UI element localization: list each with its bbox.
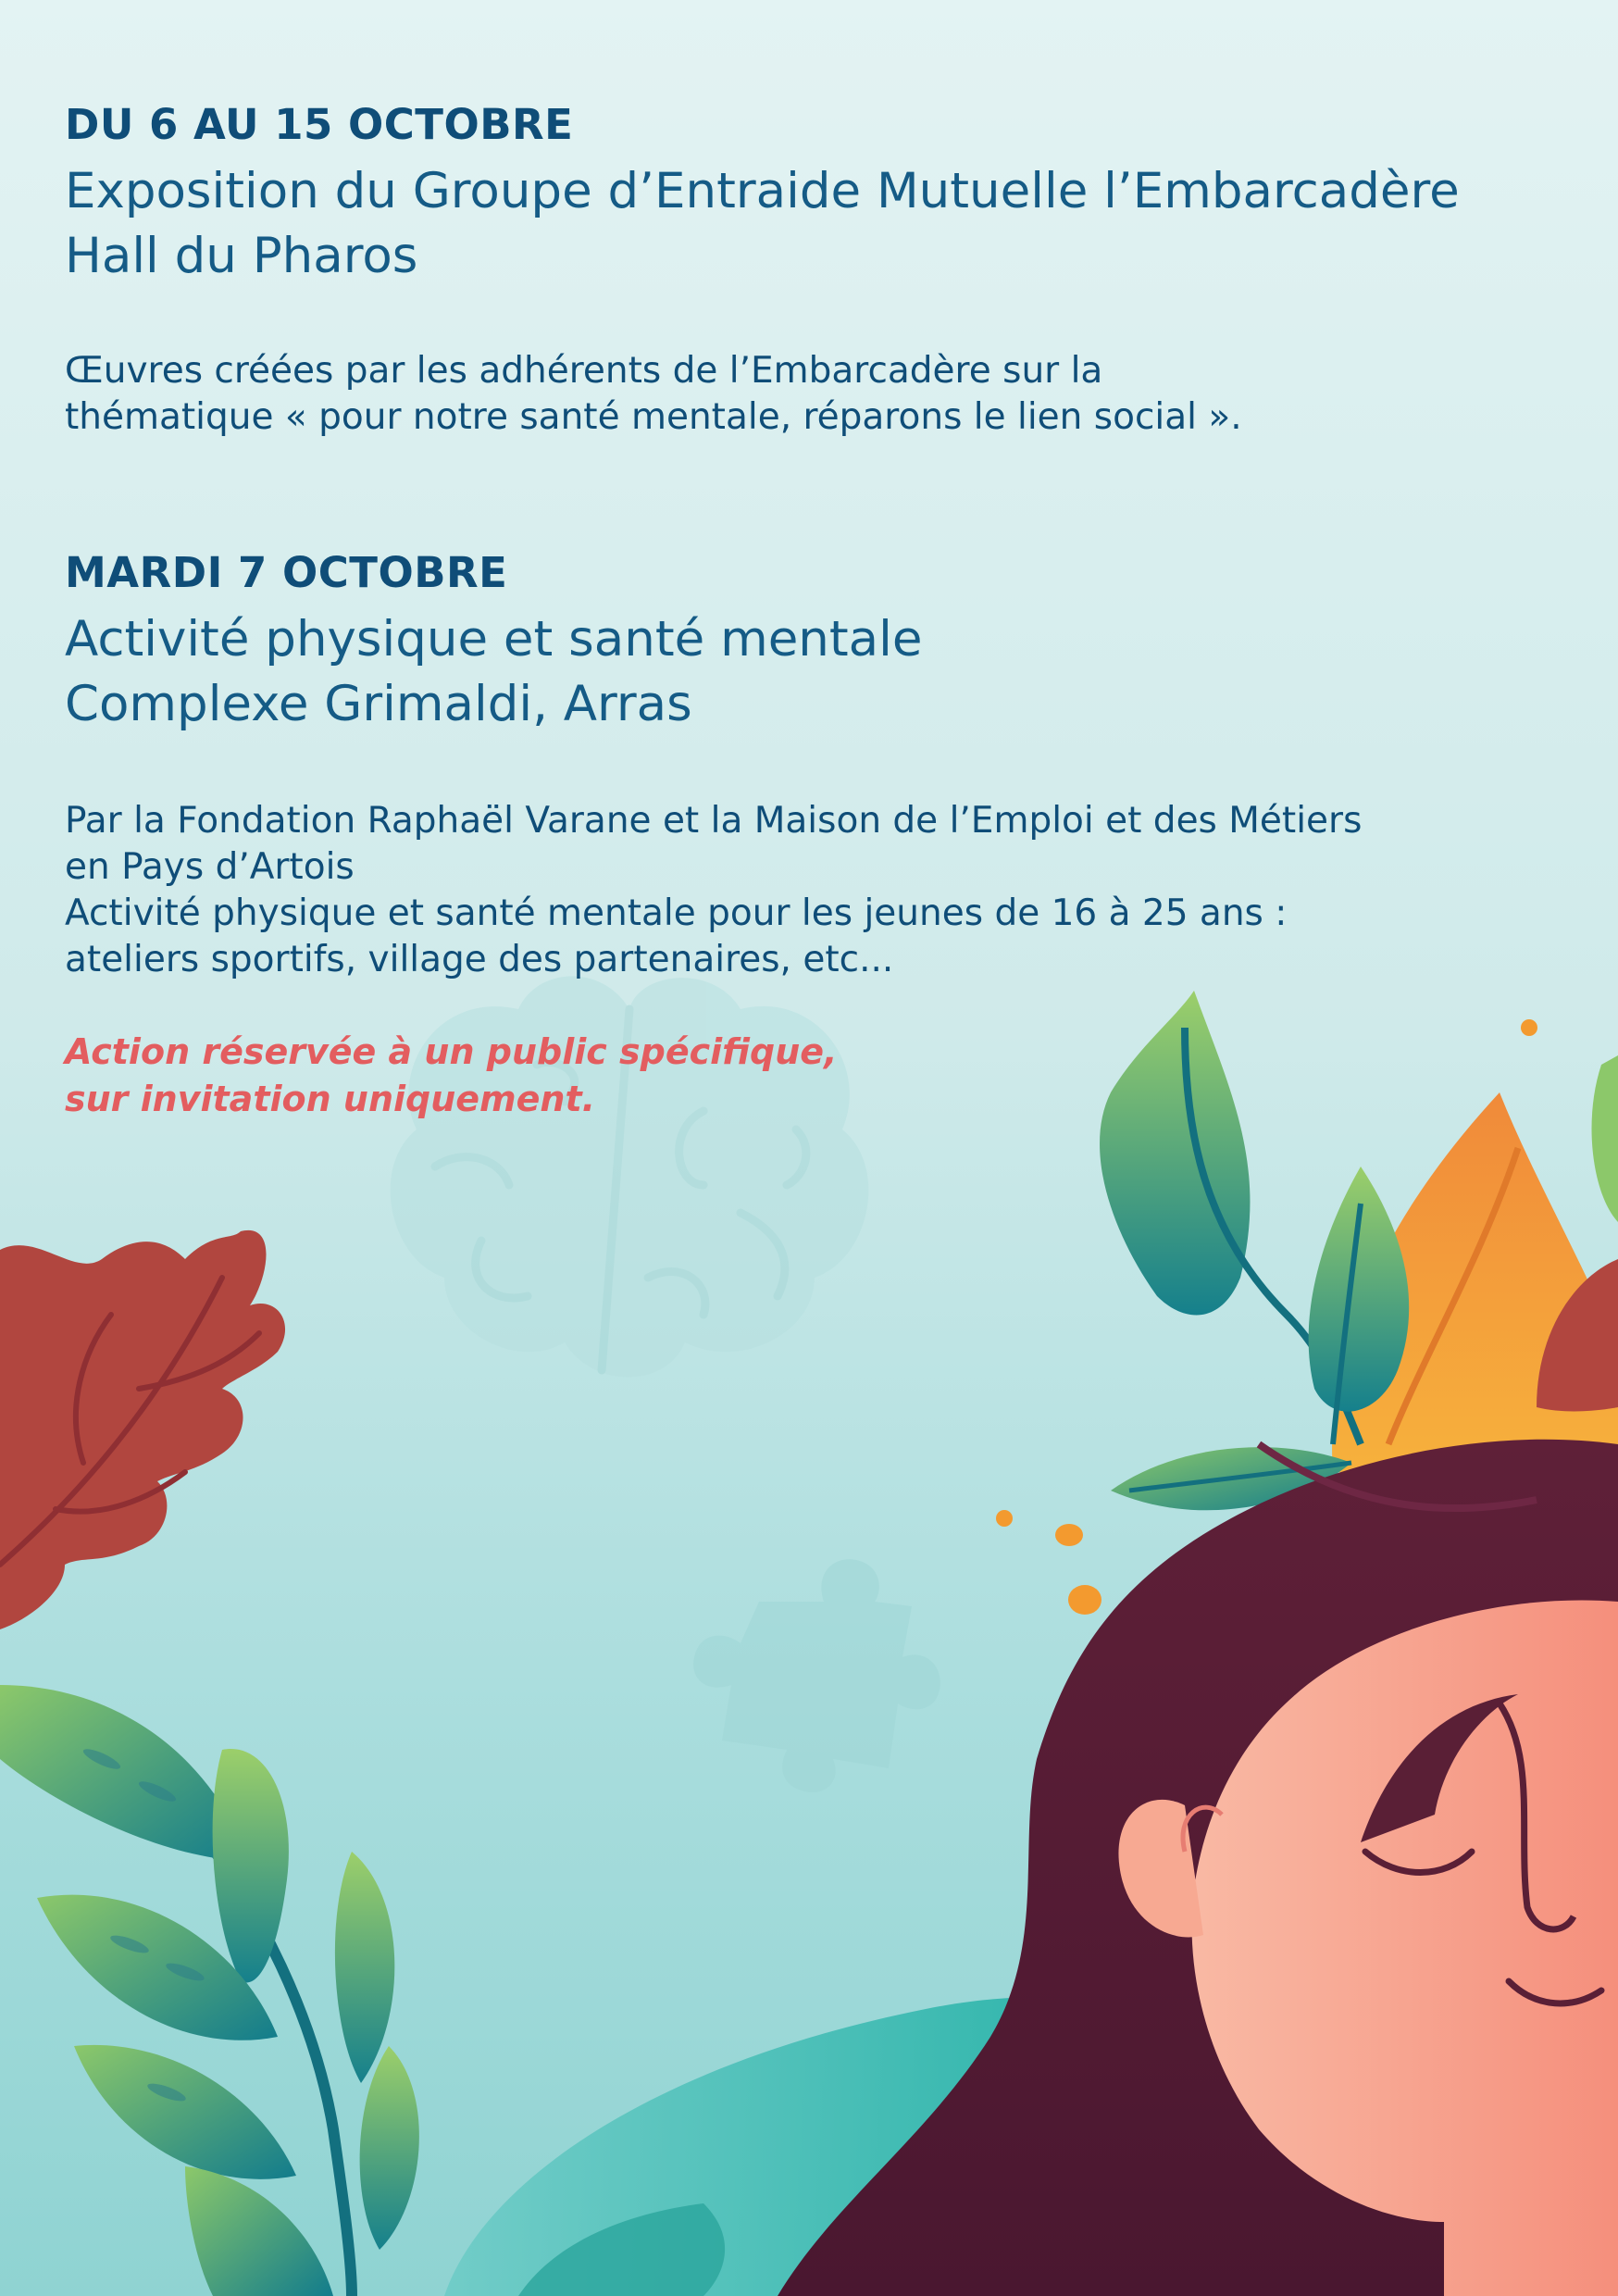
event-1-title-line: Exposition du Groupe d’Entraide Mutuelle l’Embarcadère	[65, 163, 1460, 219]
event-2-description-line: Par la Fondation Raphaël Varane et la Maison de l’Emploi et des Métiers	[65, 800, 1363, 842]
notice-line: sur invitation uniquement.	[65, 1079, 596, 1119]
event-1-date: DU 6 AU 15 OCTOBRE	[65, 100, 574, 149]
event-2-invitation-notice	[65, 1029, 838, 1123]
notice-line: Action réservée à un public spécifique,	[65, 1031, 838, 1072]
autumn-leaf-icon	[0, 1230, 285, 1629]
event-2-description-line: en Pays d’Artois	[65, 846, 355, 888]
event-2-location: Complexe Grimaldi, Arras	[65, 676, 692, 732]
event-2-description	[65, 798, 1362, 983]
event-2-title	[65, 607, 923, 737]
event-1-title	[65, 159, 1460, 289]
puzzle-piece-icon	[693, 1559, 940, 1792]
event-2-description-line: ateliers sportifs, village des partenaires, etc...	[65, 939, 894, 980]
event-2-date: MARDI 7 OCTOBRE	[65, 548, 508, 597]
event-1-description-line: Œuvres créées par les adhérents de l’Embarcadère sur la	[65, 350, 1103, 392]
event-1-location: Hall du Pharos	[65, 228, 418, 284]
event-2-title-line: Activité physique et santé mentale	[65, 611, 923, 668]
event-2-description-line: Activité physique et santé mentale pour les jeunes de 16 à 25 ans :	[65, 892, 1288, 934]
event-1-description-line: thématique « pour notre santé mentale, réparons le lien social ».	[65, 396, 1242, 438]
woman-face-illustration	[778, 1440, 1618, 2296]
fern-leaves-icon	[0, 1685, 419, 2296]
event-1-description	[65, 348, 1242, 441]
